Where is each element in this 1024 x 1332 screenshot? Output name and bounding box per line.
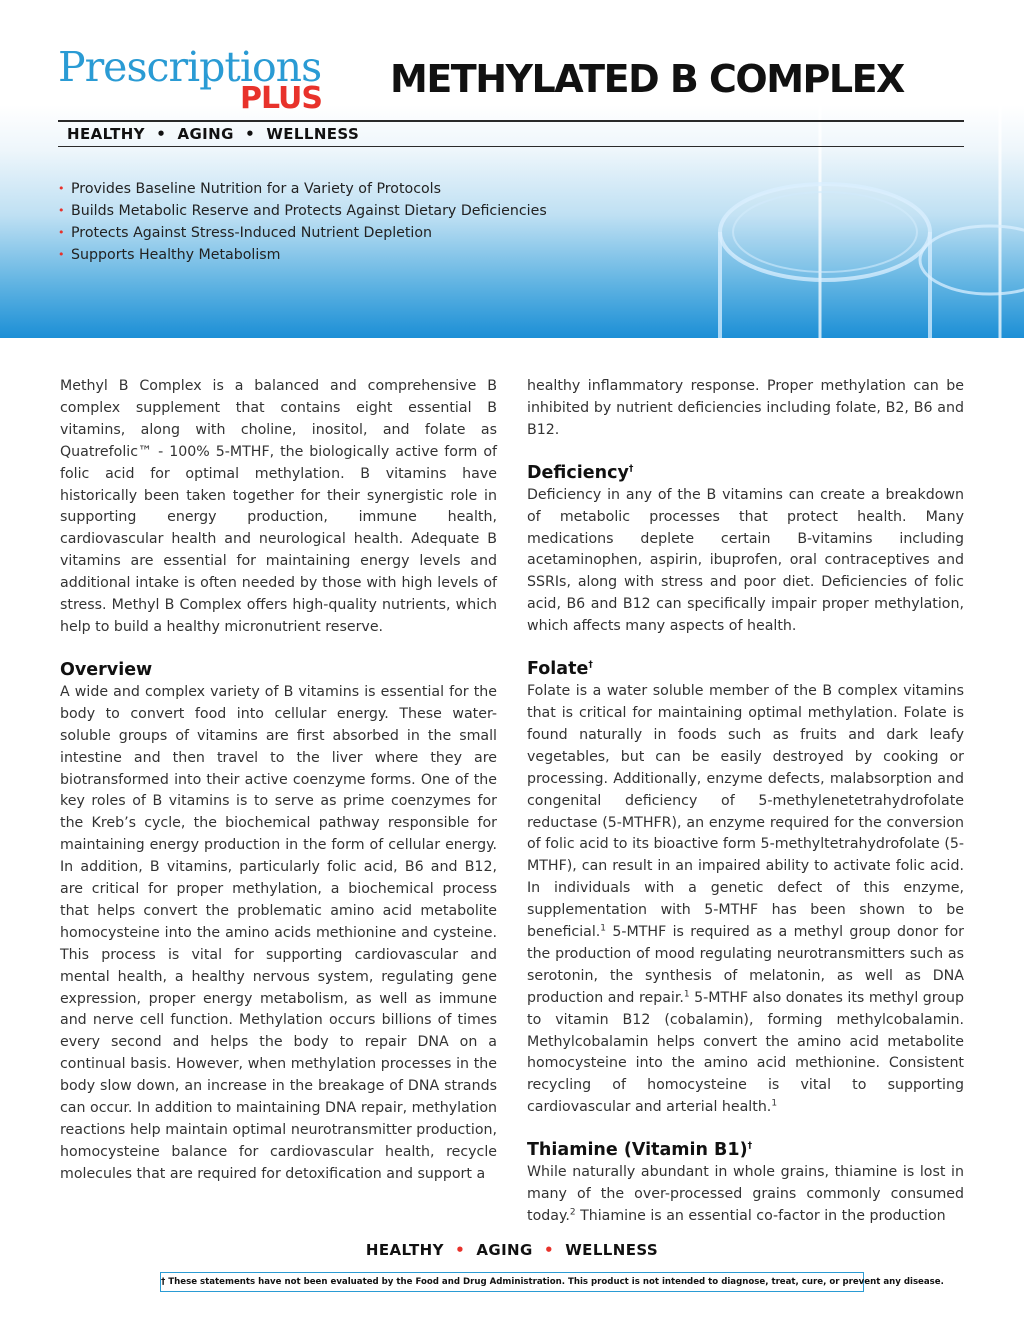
dagger-mark: † <box>628 463 634 474</box>
tagline-item: AGING <box>177 125 234 143</box>
folate-text-2: 5-MTHF is required as a methyl group donor for the production of mood regulating neurotransmitters such as serotonin, the synthesis of melatonin, as well as DNA production and repair. <box>527 924 964 1006</box>
list-item <box>58 200 547 222</box>
highlight-text: Provides Baseline Nutrition for a Variety of Protocols <box>71 181 442 197</box>
tagline-bar <box>58 120 964 147</box>
reference-mark: 1 <box>600 923 607 934</box>
folate-paragraph <box>527 681 964 1119</box>
logo-plus: PLUS <box>240 81 323 116</box>
highlight-text: Supports Healthy Metabolism <box>71 247 281 263</box>
bullet-icon: • <box>58 226 65 239</box>
section-heading-thiamine <box>527 1139 964 1161</box>
tagline-item: HEALTHY <box>67 125 145 143</box>
test-tubes-illustration <box>660 0 1024 338</box>
prescriptions-plus-logo <box>58 42 348 118</box>
bullet-icon: • <box>58 248 65 261</box>
list-item <box>58 244 547 266</box>
right-column <box>527 376 964 1228</box>
dagger-mark: † <box>747 1141 753 1152</box>
folate-text-3: 5-MTHF also donates its methyl group to vitamin B12 (cobalamin), forming methylcobalamin. Methylcobalamin helps convert the amino acid metabolite homocysteine into the amino acid methionine. Consistent recycling of homocysteine is vital to supporting cardiovascular and arterial health. <box>527 989 964 1116</box>
highlight-text: Builds Metabolic Reserve and Protects Against Dietary Deficiencies <box>71 203 547 219</box>
highlights-list <box>58 178 547 266</box>
overview-continued-paragraph: healthy inflammatory response. Proper methylation can be inhibited by nutrient deficiencies including folate, B2, B6 and B12. <box>527 378 964 438</box>
intro-paragraph: Methyl B Complex is a balanced and comprehensive B complex supplement that contains eight essential B vitamins, along with choline, inositol, and folate as Quatrefolic™ - 100% 5-MTHF, the biologically active form of folic acid for optimal methylation. B vitamins have historically been taken together for their synergistic role in supporting energy production, immune health, cardiovascular health and neurological health. Adequate B vitamins are essential for maintaining energy levels and additional intake is often needed by those with high levels of stress. Methyl B Complex offers high-quality nutrients, which help to build a healthy micronutrient reserve. <box>60 378 497 635</box>
deficiency-paragraph: Deficiency in any of the B vitamins can create a breakdown of metabolic processes that protect health. Many medications deplete certain B-vitamins including acetaminophen, aspirin, ibuprofen, oral contraceptives and SSRIs, along with stress and poor diet. Deficiencies of folic acid, B6 and B12 can specifically impair proper methylation, which affects many aspects of health. <box>527 486 964 635</box>
heading-text: Thiamine (Vitamin B1) <box>527 1140 748 1161</box>
reference-mark: 2 <box>569 1207 576 1218</box>
highlight-text: Protects Against Stress-Induced Nutrient Depletion <box>71 225 433 241</box>
tagline-separator: • <box>455 1241 466 1259</box>
thiamine-paragraph <box>527 1162 964 1228</box>
heading-text: Deficiency <box>527 462 629 483</box>
footer-tagline <box>0 1241 1024 1259</box>
bullet-icon: • <box>58 182 65 195</box>
tagline-separator: • <box>156 125 167 143</box>
page-title: METHYLATED B COMPLEX <box>390 57 904 101</box>
tagline-item: HEALTHY <box>365 1241 444 1259</box>
tagline-item: WELLNESS <box>266 125 360 143</box>
thiamine-text-1: While naturally abundant in whole grains, thiamine is lost in many of the over-processed grains commonly consumed today. <box>527 1164 964 1224</box>
tagline-item: WELLNESS <box>565 1241 659 1259</box>
tagline-top <box>67 125 359 143</box>
section-heading-deficiency <box>527 462 964 484</box>
left-column <box>60 376 497 1186</box>
reference-mark: 1 <box>683 989 690 1000</box>
overview-paragraph: A wide and complex variety of B vitamins is essential for the body to convert food into cellular energy. These water-soluble groups of vitamins are first absorbed in the small intestine and then travel to the liver where they are biotransformed into their active coenzyme forms. One of the key roles of B vitamins is to serve as prime coenzymes for the Kreb’s cycle, the biochemical pathway responsible for maintaining energy production in the form of cellular energy. In addition, B vitamins, particularly folic acid, B6 and B12, are critical for proper methylation, a biochemical process that helps convert the problematic amino acid metabolite homocysteine into the amino acids methionine and cysteine. This process is vital for supporting cardiovascular and mental health, a healthy nervous system, regulating gene expression, proper energy metabolism, as well as immune and nerve cell function. Methylation occurs billions of times every second and helps the body to repair DNA on a continual basis. However, when methylation processes in the body slow down, an increase in the breakage of DNA strands can occur. In addition to maintaining DNA repair, methylation reactions help maintain optimal neurotransmitter production, homocysteine balance for cardiovascular health, recycle molecules that are required for detoxification and support a <box>60 683 497 1182</box>
folate-text-1: Folate is a water soluble member of the B complex vitamins that is critical for maintaining optimal methylation. Folate is found naturally in foods such as fruits and dark leafy vegetables, but can be easily destroyed by cooking or processing. Additionally, enzyme defects, malabsorption and congenital deficiency of 5-methylenetetrahydrofolate reductase (5-MTHFR), an enzyme required for the conversion of folic acid to its bioactive form 5-methyltetrahydrofolate (5-MTHF), can result in an impaired ability to activate folic acid. In individuals with a genetic defect of this enzyme, supplementation with 5-MTHF has been shown to be beneficial. <box>527 683 964 941</box>
reference-mark: 1 <box>771 1098 778 1109</box>
tagline-item: AGING <box>476 1241 533 1259</box>
tagline-separator: • <box>245 125 256 143</box>
bullet-icon: • <box>58 204 65 217</box>
dagger-mark: † <box>588 660 593 671</box>
section-heading-overview: Overview <box>60 659 153 680</box>
fda-disclaimer: † These statements have not been evaluated by the Food and Drug Administration. This product is not intended to diagnose, treat, cure, or prevent any disease. <box>160 1272 864 1292</box>
section-heading-folate <box>527 658 964 680</box>
list-item <box>58 178 547 200</box>
heading-text: Folate <box>527 659 589 680</box>
tagline-separator: • <box>543 1241 554 1259</box>
thiamine-text-2: Thiamine is an essential co-factor in the production <box>575 1208 946 1224</box>
list-item <box>58 222 547 244</box>
logo-wordmark: Prescriptions <box>58 43 322 91</box>
